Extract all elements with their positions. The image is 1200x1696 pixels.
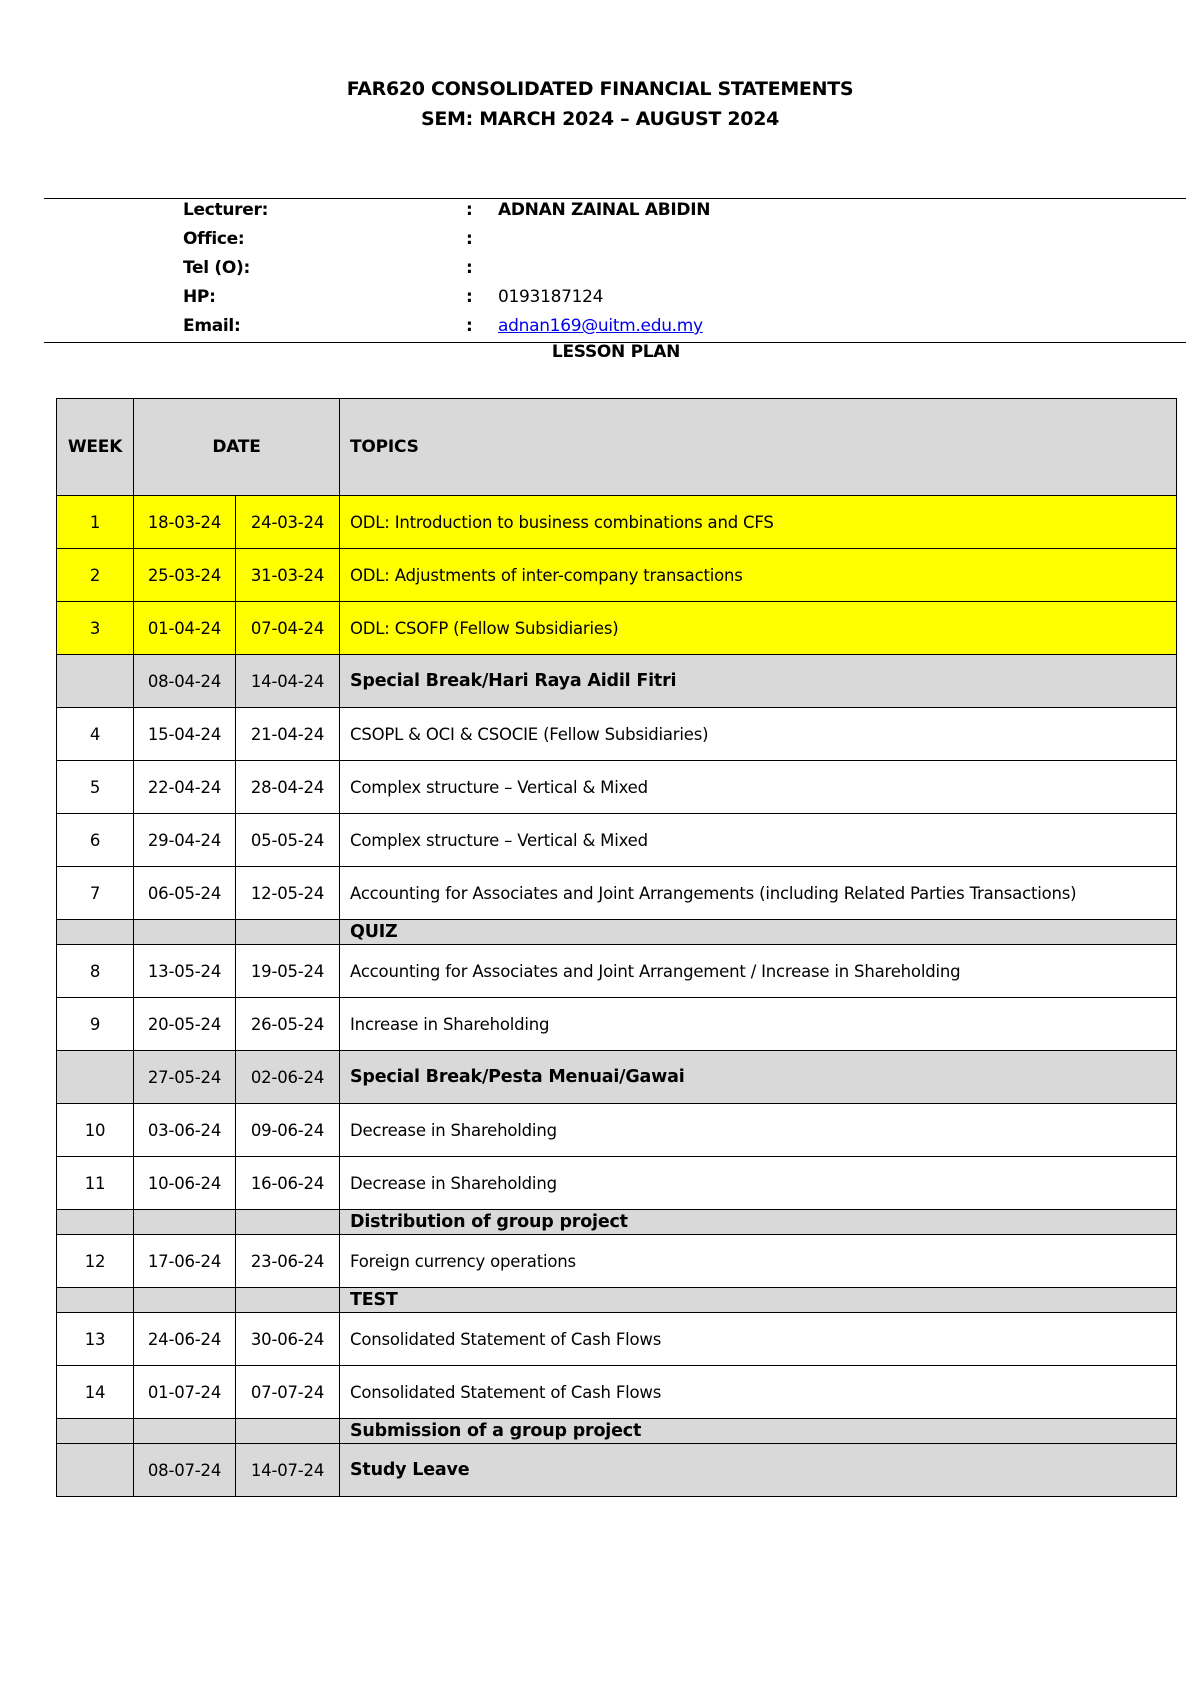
week-cell: 9: [57, 998, 134, 1051]
date-to-cell: 07-04-24: [236, 602, 340, 655]
topic-cell: QUIZ: [340, 920, 1177, 945]
header-topics: TOPICS: [340, 399, 1177, 496]
table-row: [57, 1288, 1177, 1313]
info-label: Lecturer:: [183, 200, 269, 220]
topic-cell: CSOPL & OCI & CSOCIE (Fellow Subsidiaries): [340, 708, 1177, 761]
date-from-cell: [134, 920, 236, 945]
week-cell: 12: [57, 1235, 134, 1288]
week-cell: [57, 655, 134, 708]
week-cell: 6: [57, 814, 134, 867]
table-row: [57, 1313, 1177, 1366]
topic-cell: ODL: Adjustments of inter-company transactions: [340, 549, 1177, 602]
topic-cell: Complex structure – Vertical & Mixed: [340, 814, 1177, 867]
table-row: [57, 998, 1177, 1051]
date-from-cell: 25-03-24: [134, 549, 236, 602]
week-cell: [57, 1210, 134, 1235]
topic-cell: Consolidated Statement of Cash Flows: [340, 1366, 1177, 1419]
info-colon: :: [466, 287, 473, 307]
date-to-cell: 28-04-24: [236, 761, 340, 814]
table-row: [57, 496, 1177, 549]
week-cell: 8: [57, 945, 134, 998]
date-from-cell: 27-05-24: [134, 1051, 236, 1104]
date-to-cell: 12-05-24: [236, 867, 340, 920]
date-to-cell: 09-06-24: [236, 1104, 340, 1157]
date-from-cell: 15-04-24: [134, 708, 236, 761]
week-cell: 11: [57, 1157, 134, 1210]
date-from-cell: [134, 1419, 236, 1444]
date-to-cell: [236, 920, 340, 945]
document-title: [0, 74, 1200, 134]
date-from-cell: 03-06-24: [134, 1104, 236, 1157]
date-from-cell: 18-03-24: [134, 496, 236, 549]
week-cell: 7: [57, 867, 134, 920]
table-row: [57, 549, 1177, 602]
lesson-plan-table: [56, 398, 1177, 1497]
email-link[interactable]: adnan169@uitm.edu.my: [498, 316, 703, 336]
info-colon: :: [466, 316, 473, 336]
table-row: [57, 761, 1177, 814]
table-row: [57, 814, 1177, 867]
date-to-cell: 05-05-24: [236, 814, 340, 867]
date-from-cell: 20-05-24: [134, 998, 236, 1051]
table-row: [57, 602, 1177, 655]
date-to-cell: 14-07-24: [236, 1444, 340, 1497]
date-to-cell: 26-05-24: [236, 998, 340, 1051]
table-header-row: [57, 399, 1177, 496]
table-row: [57, 1419, 1177, 1444]
week-cell: [57, 1419, 134, 1444]
date-from-cell: 01-07-24: [134, 1366, 236, 1419]
date-from-cell: 01-04-24: [134, 602, 236, 655]
week-cell: 2: [57, 549, 134, 602]
topic-cell: Distribution of group project: [340, 1210, 1177, 1235]
table-row: [57, 945, 1177, 998]
info-label: Email:: [183, 316, 241, 336]
week-cell: [57, 1051, 134, 1104]
table-row: [57, 1444, 1177, 1497]
table-row: [57, 1235, 1177, 1288]
week-cell: 1: [57, 496, 134, 549]
info-label: Office:: [183, 229, 245, 249]
date-from-cell: [134, 1210, 236, 1235]
date-to-cell: 24-03-24: [236, 496, 340, 549]
date-to-cell: [236, 1210, 340, 1235]
topic-cell: Increase in Shareholding: [340, 998, 1177, 1051]
date-from-cell: 24-06-24: [134, 1313, 236, 1366]
topic-cell: ODL: Introduction to business combinations and CFS: [340, 496, 1177, 549]
week-cell: 10: [57, 1104, 134, 1157]
info-colon: :: [466, 229, 473, 249]
date-from-cell: [134, 1288, 236, 1313]
info-label: Tel (O):: [183, 258, 251, 278]
course-title: FAR620 CONSOLIDATED FINANCIAL STATEMENTS: [346, 78, 854, 100]
table-row: [57, 1157, 1177, 1210]
date-to-cell: 21-04-24: [236, 708, 340, 761]
info-colon: :: [466, 258, 473, 278]
topic-cell: Accounting for Associates and Joint Arrangements (including Related Parties Transactions): [340, 867, 1177, 920]
week-cell: [57, 1444, 134, 1497]
table-row: [57, 655, 1177, 708]
lesson-plan-title: LESSON PLAN: [551, 342, 681, 362]
topic-cell: Decrease in Shareholding: [340, 1157, 1177, 1210]
date-to-cell: 31-03-24: [236, 549, 340, 602]
date-to-cell: [236, 1419, 340, 1444]
date-to-cell: 14-04-24: [236, 655, 340, 708]
topic-cell: Consolidated Statement of Cash Flows: [340, 1313, 1177, 1366]
week-cell: 5: [57, 761, 134, 814]
date-from-cell: 08-07-24: [134, 1444, 236, 1497]
semester-title: SEM: MARCH 2024 – AUGUST 2024: [420, 108, 780, 130]
hp-value: 0193187124: [498, 287, 604, 307]
topic-cell: Accounting for Associates and Joint Arrangement / Increase in Shareholding: [340, 945, 1177, 998]
topic-cell: Special Break/Hari Raya Aidil Fitri: [340, 655, 1177, 708]
date-from-cell: 06-05-24: [134, 867, 236, 920]
topic-cell: Study Leave: [340, 1444, 1177, 1497]
table-row: [57, 867, 1177, 920]
week-cell: 14: [57, 1366, 134, 1419]
week-cell: 3: [57, 602, 134, 655]
week-cell: 4: [57, 708, 134, 761]
week-cell: [57, 1288, 134, 1313]
topic-cell: Special Break/Pesta Menuai/Gawai: [340, 1051, 1177, 1104]
lecturer-name: ADNAN ZAINAL ABIDIN: [498, 200, 711, 220]
table-row: [57, 1104, 1177, 1157]
info-label: HP:: [183, 287, 216, 307]
date-to-cell: 16-06-24: [236, 1157, 340, 1210]
header-week: WEEK: [57, 399, 134, 496]
date-from-cell: 08-04-24: [134, 655, 236, 708]
date-from-cell: 29-04-24: [134, 814, 236, 867]
date-from-cell: 13-05-24: [134, 945, 236, 998]
table-row: [57, 920, 1177, 945]
date-from-cell: 17-06-24: [134, 1235, 236, 1288]
table-body: [57, 496, 1177, 1497]
email-value: [498, 312, 703, 341]
topic-cell: TEST: [340, 1288, 1177, 1313]
date-to-cell: 23-06-24: [236, 1235, 340, 1288]
date-to-cell: 07-07-24: [236, 1366, 340, 1419]
table-row: [57, 1210, 1177, 1235]
date-to-cell: 02-06-24: [236, 1051, 340, 1104]
date-from-cell: 22-04-24: [134, 761, 236, 814]
date-to-cell: 19-05-24: [236, 945, 340, 998]
topic-cell: Foreign currency operations: [340, 1235, 1177, 1288]
date-from-cell: 10-06-24: [134, 1157, 236, 1210]
topic-cell: Submission of a group project: [340, 1419, 1177, 1444]
topic-cell: Complex structure – Vertical & Mixed: [340, 761, 1177, 814]
week-cell: 13: [57, 1313, 134, 1366]
table-row: [57, 1051, 1177, 1104]
date-to-cell: [236, 1288, 340, 1313]
info-colon: :: [466, 200, 473, 220]
topic-cell: Decrease in Shareholding: [340, 1104, 1177, 1157]
header-date: DATE: [134, 399, 340, 496]
topic-cell: ODL: CSOFP (Fellow Subsidiaries): [340, 602, 1177, 655]
date-to-cell: 30-06-24: [236, 1313, 340, 1366]
table-row: [57, 708, 1177, 761]
week-cell: [57, 920, 134, 945]
table-row: [57, 1366, 1177, 1419]
